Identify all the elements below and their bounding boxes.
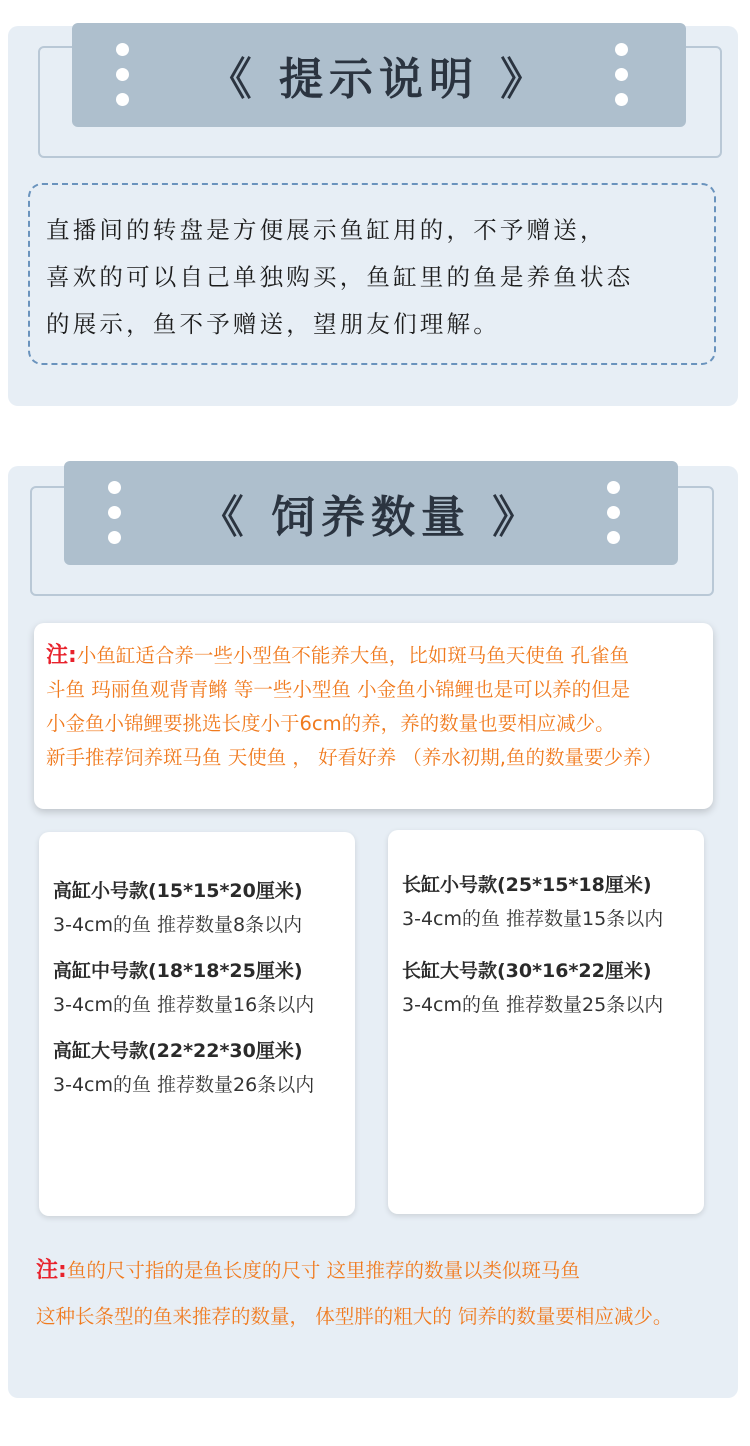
tank-desc: 3-4cm的鱼 推荐数量26条以内 — [53, 1074, 315, 1096]
tips-text-box — [28, 183, 716, 365]
tank-desc: 3-4cm的鱼 推荐数量16条以内 — [53, 994, 315, 1016]
note-line-3: 小金鱼小锦鲤要挑选长度小于6cm的养，养的数量也要相应减少。 — [46, 712, 615, 735]
tips-line-1: 直播间的转盘是方便展示鱼缸用的，不予赠送， — [46, 216, 607, 244]
feeding-banner — [64, 461, 678, 565]
tank-desc: 3-4cm的鱼 推荐数量15条以内 — [402, 908, 664, 930]
bottom-note-label: 注: — [36, 1258, 67, 1283]
banner-dots-right — [607, 481, 620, 544]
tank-item — [53, 954, 355, 1022]
tank-desc: 3-4cm的鱼 推荐数量8条以内 — [53, 914, 303, 936]
bottom-note-text-1: 鱼的尺寸指的是鱼长度的尺寸 这里推荐的数量以类似斑马鱼 — [66, 1259, 581, 1282]
note-line-2: 斗鱼 玛丽鱼观背青鳉 等一些小型鱼 小金鱼小锦鲤也是可以养的但是 — [46, 678, 631, 701]
banner-dots-left — [108, 481, 121, 544]
tips-banner — [72, 23, 686, 127]
tank-title: 长缸小号款(25*15*18厘米) — [402, 874, 652, 896]
tank-item — [53, 1034, 355, 1102]
tips-title: 《 提示说明 》 — [207, 54, 551, 105]
bottom-note-line-1 — [36, 1256, 672, 1286]
note-line-4: 新手推荐饲养斑马鱼 天使鱼 ， 好看好养 （养水初期,鱼的数量要少养） — [46, 746, 662, 769]
tall-tank-card — [39, 832, 355, 1216]
tips-panel — [8, 26, 738, 406]
note-line-1 — [46, 639, 713, 673]
bottom-note-line-2: 这种长条型的鱼来推荐的数量， 体型胖的粗大的 饲养的数量要相应减少。 — [36, 1305, 673, 1328]
banner-dots-left — [116, 43, 129, 106]
tank-desc: 3-4cm的鱼 推荐数量25条以内 — [402, 994, 664, 1016]
note-label: 注: — [46, 643, 77, 668]
tips-line-2: 喜欢的可以自己单独购买，鱼缸里的鱼是养鱼状态 — [46, 263, 634, 291]
tank-item — [402, 868, 704, 936]
long-tank-card — [388, 830, 704, 1214]
tank-item — [53, 874, 355, 942]
feeding-title: 《 饲养数量 》 — [199, 492, 543, 543]
banner-dots-right — [615, 43, 628, 106]
tank-title: 长缸大号款(30*16*22厘米) — [402, 960, 652, 982]
tank-title: 高缸大号款(22*22*30厘米) — [53, 1040, 303, 1062]
tank-item — [402, 954, 704, 1022]
note-text-1: 小鱼缸适合养一些小型鱼不能养大鱼，比如斑马鱼天使鱼 孔雀鱼 — [76, 644, 630, 667]
tips-line-3: 的展示，鱼不予赠送，望朋友们理解。 — [46, 310, 500, 338]
tank-title: 高缸小号款(15*15*20厘米) — [53, 880, 303, 902]
feeding-note-card — [34, 623, 713, 809]
bottom-note — [36, 1256, 672, 1332]
tank-title: 高缸中号款(18*18*25厘米) — [53, 960, 303, 982]
